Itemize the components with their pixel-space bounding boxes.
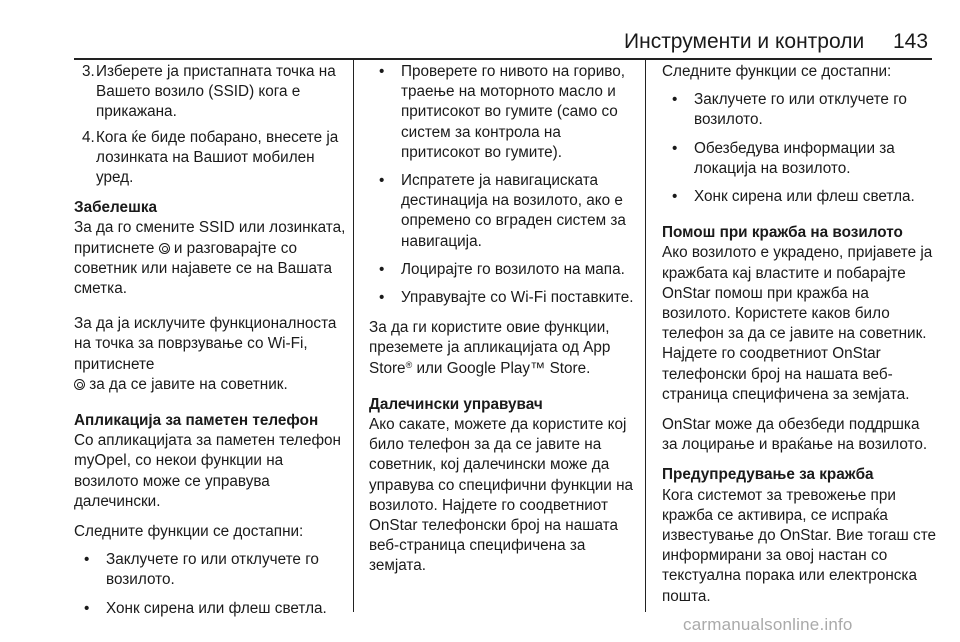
bullet-item	[662, 90, 938, 130]
download-text-part: или Google Play™ Store.	[412, 359, 591, 377]
list-item-text: Изберете ја пристапната точка на Вашето возило (SSID) кога е прикажана.	[96, 63, 336, 121]
bullet-dot: •	[379, 172, 385, 190]
note-heading: Забелешка	[74, 199, 157, 217]
bullet-item	[369, 171, 634, 252]
theft-alarm-text: Кога системот за тревожење при кражба се активира, се испраќа известување до OnStar. Вие тогаш сте информирани за овој настан со текстуална порака или електронска пошта.	[662, 486, 937, 605]
registered-mark: ®	[405, 359, 413, 370]
header-rule	[74, 58, 932, 60]
bullet-dot: •	[672, 91, 678, 109]
theft-alarm-heading: Предупредување за кражба	[662, 466, 874, 484]
list-item	[74, 62, 351, 123]
onstar-button-icon	[74, 379, 85, 390]
section-title: Инструменти и контроли	[624, 30, 865, 53]
bullet-text: Хонк сирена или флеш светла.	[106, 599, 327, 617]
download-text-part: За да ги користите овие функции, преземете ја апликацијата од App Store	[369, 319, 611, 377]
bullet-item	[369, 260, 634, 280]
download-app-text	[369, 318, 634, 379]
bullet-dot: •	[672, 188, 678, 206]
theft-assistance-text: Ако возилото е украдено, пријавете ја кражбата кај властите и побарајте OnStar помош при кражба на возилото. Користете каков било телефон за да се јавите на советник. Најдете го соодветниот OnStar телефонски број на нашата веб-страница специфичена за земјата.	[662, 244, 933, 403]
bullet-dot: •	[379, 289, 385, 307]
list-number: 3.	[82, 63, 95, 80]
page-number: 143	[893, 30, 929, 53]
bullet-text: Управувајте со Wi-Fi поставките.	[401, 289, 634, 307]
bullet-item	[662, 139, 938, 179]
column-1	[74, 62, 351, 619]
column-divider-2	[645, 60, 646, 612]
bullet-item	[74, 599, 351, 619]
smartphone-app-heading: Апликација за паметен телефон	[74, 412, 319, 430]
column-3	[662, 62, 938, 607]
bullet-dot: •	[379, 260, 385, 278]
bullet-text: Лоцирајте го возилото на мапа.	[401, 260, 625, 278]
recovery-support-text: OnStar може да обезбеди поддршка за лоцирање и враќање на возилото.	[662, 416, 928, 454]
list-item	[74, 128, 351, 189]
bullet-item	[369, 62, 634, 163]
remote-control-heading: Далечински управувач	[369, 395, 543, 413]
functions-intro: Следните функции се достапни:	[74, 523, 304, 541]
note-text-part: За да го смените SSID или лозинката, притиснете	[74, 219, 346, 257]
note-text-part: и разговарајте со советник или најавете се на Вашата сметка.	[74, 239, 333, 298]
note-text	[74, 218, 351, 299]
bullet-text: Испратете ја навигациската дестинација на возилото, ако е опремено со вграден систем за навигација.	[401, 172, 626, 250]
theft-assistance-heading: Помош при кражба на возилото	[662, 224, 903, 242]
bullet-dot: •	[84, 551, 90, 569]
smartphone-app-text: Со апликацијата за паметен телефон myOpel, со некои функции на возилото може се управува далечински.	[74, 432, 341, 510]
column-2	[369, 62, 634, 577]
bullet-dot: •	[379, 63, 385, 80]
list-number: 4.	[82, 128, 95, 146]
bullet-text: Заклучете го или отклучете го возилото.	[106, 551, 319, 589]
functions-intro: Следните функции се достапни:	[662, 63, 892, 80]
bullet-dot: •	[84, 599, 90, 617]
bullet-item	[74, 550, 351, 590]
bullet-text: Проверете го нивото на гориво, траење на моторното масло и притисокот во гумите (само со систем за контрола на притисокот во гумите).	[401, 63, 626, 161]
remote-control-text: Ако сакате, можете да користите кој било телефон за да се јавите на советник, кој далечински може да управува со специфични функции на возилото. Најдете го соодветниот OnStar телефонски број на нашата веб-страница специфичена за земјата.	[369, 416, 634, 575]
disable-text-part: за да се јавите на советник.	[89, 375, 288, 393]
watermark: carmanualsonline.info	[683, 615, 853, 634]
bullet-item	[369, 288, 634, 308]
bullet-item	[662, 187, 938, 207]
column-divider-1	[353, 60, 354, 612]
bullet-text: Обезбедува информации за локација на возилото.	[694, 139, 895, 177]
list-item-text: Кога ќе биде побарано, внесете ја лозинката на Вашиот мобилен уред.	[96, 128, 339, 187]
bullet-text: Заклучете го или отклучете го возилото.	[694, 91, 907, 129]
disable-wifi-text	[74, 314, 351, 395]
bullet-text: Хонк сирена или флеш светла.	[694, 188, 915, 206]
disable-text-part: За да ја исклучите функционалноста на точка за поврзување со Wi-Fi, притиснете	[74, 315, 337, 373]
onstar-button-icon	[159, 243, 170, 254]
bullet-dot: •	[672, 139, 678, 157]
